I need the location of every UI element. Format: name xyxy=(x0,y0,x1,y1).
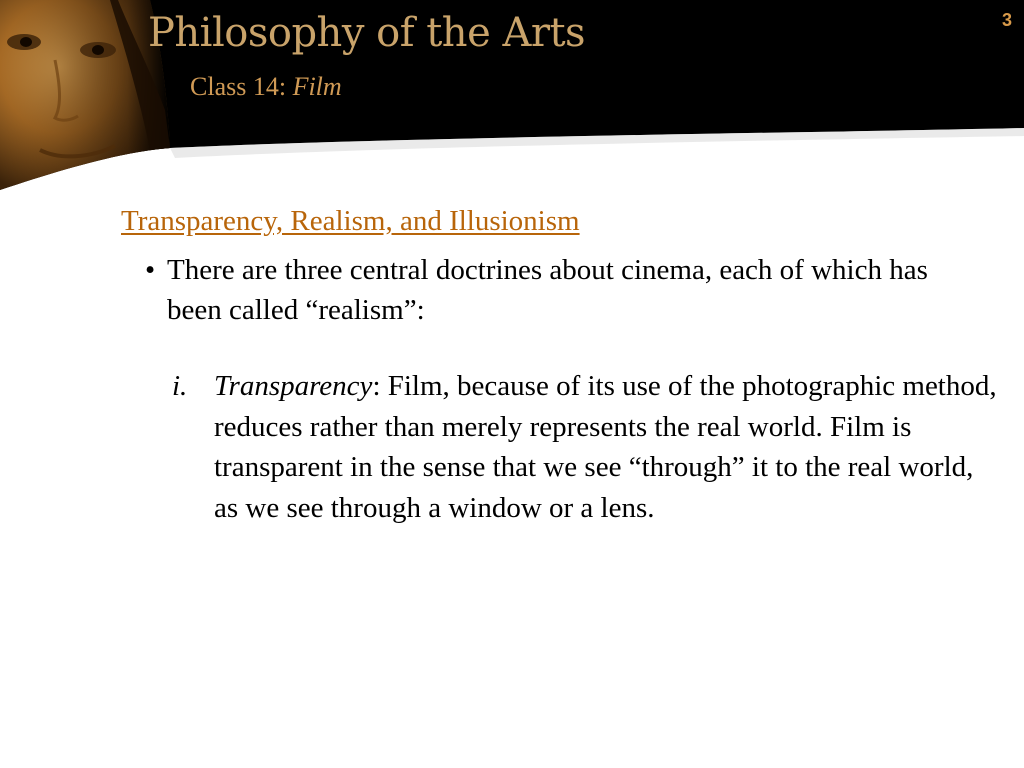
list-item-text: : Film, because of its use of the photographic method, reduces rather than merely represents the real world. Film is transparent in the sense that we see “through” it to the real world, as we see through a window or a lens. xyxy=(214,370,997,524)
section-heading-link[interactable]: Transparency, Realism, and Illusionism xyxy=(121,205,580,237)
bullet-point xyxy=(145,250,945,330)
mona-lisa-portrait xyxy=(0,0,170,200)
bullet-text: There are three central doctrines about cinema, each of which has been called “realism”: xyxy=(167,254,928,326)
term-transparency: Transparency xyxy=(214,370,373,402)
class-topic: Film xyxy=(292,72,342,101)
course-title: Philosophy of the Arts xyxy=(148,10,586,56)
class-line xyxy=(190,72,342,102)
class-label: Class 14: xyxy=(190,72,287,101)
portrait-image xyxy=(0,0,170,200)
list-item-marker: i. xyxy=(172,370,188,402)
slide-number: 3 xyxy=(1001,10,1012,30)
list-item-transparency xyxy=(172,366,1002,528)
bullet-symbol: • xyxy=(145,254,156,286)
list-item-body xyxy=(214,366,1002,528)
